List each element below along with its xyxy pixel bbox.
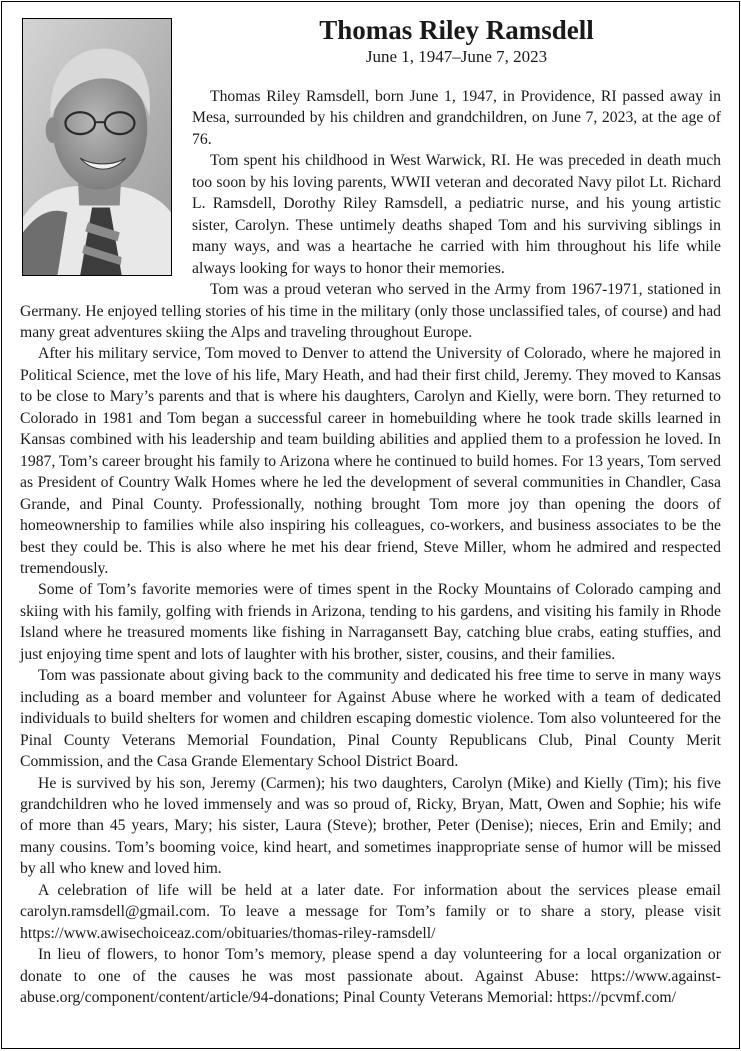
paragraph-survivors: He is survived by his son, Jeremy (Carmen); his two daughters, Carolyn (Mike) and Kielly (Tim); his five grandchildren who he loved immensely and was so proud of, Ricky, Bryan, Matt, Owen and Sophie; his wife of more than 45 years, Mary; his sister, Laura (Steve); brother, Peter (Denise); nieces, Erin and Emily; and many cousins. Tom’s booming voice, kind heart, and sometimes inappropriate sense of humor will be missed by all who knew and loved him. [20, 774, 721, 878]
paragraph-childhood: Tom spent his childhood in West Warwick, RI. He was preceded in death much too soon by his loving parents, WWII veteran and decorated Navy pilot Lt. Richard L. Ramsdell, Dorothy Riley Ramsdell, a pediatric nurse, and his young artistic sister, Carolyn. These untimely deaths shaped Tom and his surviving siblings in many ways, and was a heartache he carried with him throughout his life while always looking for ways to honor their memories. [192, 152, 721, 277]
obituary-body [20, 86, 721, 1008]
paragraph-in-lieu: In lieu of flowers, to honor Tom’s memory, please spend a day volunteering for a local organization or donate to one of the causes he was most passionate about. Against Abuse: https://www.against-abuse.org/component/content/article/94-donations; Pinal County Veterans Memorial: https://pcvmf.com/ [20, 946, 721, 1007]
obituary-title: Thomas Riley Ramsdell [319, 15, 594, 45]
photo-wrap-spacer [20, 86, 192, 280]
life-dates: June 1, 1947–June 7, 2023 [365, 47, 548, 66]
paragraph-memories: Some of Tom’s favorite memories were of times spent in the Rocky Mountains of Colorado camping and skiing with his family, golfing with friends in Arizona, tending to his gardens, and visiting his family in Rhode Island where he treasured moments like fishing in Narragansett Bay, catching blue crabs, eating stuffies, and just enjoying time spent and lots of laughter with his brother, sister, cousins, and their families. [20, 581, 721, 663]
paragraph-career: After his military service, Tom moved to Denver to attend the University of Colorado, where he majored in Political Science, met the love of his life, Mary Heath, and had their first child, Jeremy. They moved to Kansas to be close to Mary’s parents and that is where his daughters, Carolyn and Kielly, were born. They returned to Colorado in 1981 and Tom began a successful career in homebuilding where he took trade skills learned in Kansas combined with his leadership and team building abilities and applied them to a profession he loved. In 1987, Tom’s career brought his family to Arizona where he continued to build homes. For 13 years, Tom served as President of Country Walk Homes where he led the development of several communities in Chandler, Casa Grande, and Pinal County. Professionally, nothing brought Tom more joy than opening the doors of homeownership to families while also inspiring his colleagues, co-workers, and business associates to be the best they could be. This is also where he met his dear friend, Steve Miller, whom he admired and respected tremendously. [20, 345, 721, 577]
paragraph-military: Tom was a proud veteran who served in the Army from 1967-1971, stationed in Germany. He enjoyed telling stories of his time in the military (only those unclassified tales, of course) and had many great adventures skiing the Alps and traveling throughout Europe. [20, 281, 721, 341]
obituary-page [1, 1, 740, 1049]
paragraph-birth: Thomas Riley Ramsdell, born June 1, 1947, in Providence, RI passed away in Mesa, surrounded by his children and grandchildren, on June 7, 2023, at the age of 76. [192, 88, 721, 148]
paragraph-community: Tom was passionate about giving back to the community and dedicated his free time to serve in many ways including as a board member and volunteer for Against Abuse where he worked with a team of dedicated individuals to build shelters for women and children escaping domestic violence. Tom also volunteered for the Pinal County Veterans Memorial Foundation, Pinal County Republicans Club, Pinal County Merit Commission, and the Casa Grande Elementary School District Board. [20, 667, 721, 771]
paragraph-celebration: A celebration of life will be held at a later date. For information about the services please email carolyn.ramsdell@gmail.com. To leave a message for Tom’s family or to share a story, please visit https://www.awisechoiceaz.com/obituaries/thomas-riley-ramsdell/ [20, 881, 721, 942]
